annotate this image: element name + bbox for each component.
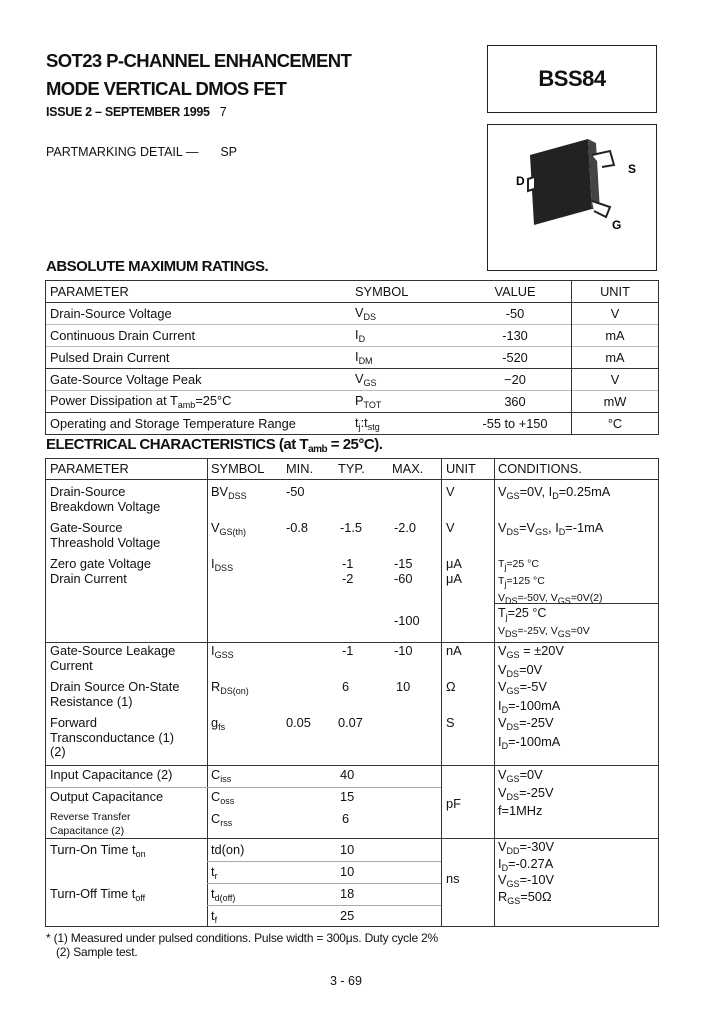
partmarking-value: SP xyxy=(220,145,238,159)
max-igss: -10 xyxy=(394,643,413,658)
sym-igss: $I_{GSS}$ xyxy=(211,643,234,660)
param-ciss: Input Capacitance (2) xyxy=(50,767,173,782)
ec-header-parameter: PARAMETER xyxy=(50,461,129,476)
amr-header-symbol: SYMBOL xyxy=(351,281,459,303)
param-ton: Turn-On Time $t_{on}$ xyxy=(50,842,146,859)
amr-header-row xyxy=(46,281,659,303)
typ-gfs: 0.07 xyxy=(338,715,363,730)
ec-header-typ: TYP. xyxy=(338,461,365,476)
amr-param: Operating and Storage Temperature Range xyxy=(46,413,352,435)
issue-date: ISSUE 2 – SEPTEMBER 1995 xyxy=(46,105,210,119)
cond-igss: $V_{GS} = \pm 20V$ $V_{DS}=0V$ xyxy=(498,643,564,679)
amr-value: -50 xyxy=(459,303,572,325)
min-vgsth: -0.8 xyxy=(286,520,309,535)
table-row xyxy=(46,369,659,391)
unit-igss: nA xyxy=(446,643,462,658)
page-number: 3 - 69 xyxy=(330,974,362,988)
sym-coss: $C_{oss}$ xyxy=(211,789,235,806)
amr-value: −20 xyxy=(459,369,572,391)
sym-tdoff: $t_{d(off)}$ xyxy=(211,886,236,903)
max-idss: -15 -60 xyxy=(394,556,413,586)
param-vgsth: Gate-Source Threashold Voltage xyxy=(50,520,161,550)
typ-tdoff: 18 xyxy=(340,886,355,901)
amr-param: Power Dissipation at $T_{amb}=25^\circ C$ xyxy=(46,391,352,413)
part-number-box xyxy=(487,45,657,113)
footnote-line-2: (2) Sample test. xyxy=(56,945,138,959)
partmarking-detail xyxy=(46,145,237,159)
typ-tr: 10 xyxy=(340,864,355,879)
row-divider xyxy=(46,787,441,788)
min-bvdss: -50 xyxy=(286,484,305,499)
typ-vgsth: -1.5 xyxy=(340,520,363,535)
sym-vgsth: $V_{GS(th)}$ xyxy=(211,520,247,537)
table-row xyxy=(46,347,659,369)
footnote-line-1: * (1) Measured under pulsed conditions. Pulse width = 300μs. Duty cycle 2% xyxy=(46,931,438,945)
param-coss: Output Capacitance xyxy=(50,789,164,804)
issue-line xyxy=(46,105,226,119)
cond-sw: $V_{DD}=-30V$ $I_D=-0.27A$ $V_{GS}=-10V$ $R_{GS}=50\Omega$ xyxy=(498,839,555,906)
unit-bvdss: V xyxy=(446,484,455,499)
typ-tdon: 10 xyxy=(340,842,355,857)
amr-header-unit: UNIT xyxy=(572,281,659,303)
pin-s-label: S xyxy=(628,162,637,176)
row-divider xyxy=(46,838,658,839)
unit-gfs: S xyxy=(446,715,455,730)
max-vgsth: -2.0 xyxy=(394,520,417,535)
unit-sw: ns xyxy=(446,871,460,886)
param-crss: Reverse Transfer Capacitance (2) xyxy=(50,811,131,837)
amr-value: 360 xyxy=(459,391,572,413)
ec-header-max: MAX. xyxy=(392,461,424,476)
unit-rds: Ω xyxy=(446,679,456,694)
min-gfs: 0.05 xyxy=(286,715,311,730)
amr-param: Gate-Source Voltage Peak xyxy=(46,369,352,391)
sym-idss: $I_{DSS}$ xyxy=(211,556,234,573)
sym-gfs: $g_{fs}$ xyxy=(211,715,226,732)
typ-rds: 6 xyxy=(342,679,350,694)
amr-value: -130 xyxy=(459,325,572,347)
issue-page: 7 xyxy=(219,105,227,119)
cond-cap: $V_{GS}=0V$ $V_{DS}=-25V$ f=1MHz xyxy=(498,767,554,818)
typ-idss: -1 -2 xyxy=(342,556,354,586)
max-idss-2: -100 xyxy=(394,613,420,628)
typ-igss: -1 xyxy=(342,643,354,658)
amr-symbol: $P_{TOT}$ xyxy=(351,391,459,413)
table-row xyxy=(46,325,659,347)
amr-header-parameter: PARAMETER xyxy=(46,281,352,303)
cond-vgsth: $V_{DS}=V_{GS}$, $I_D=-1mA$ xyxy=(498,520,604,537)
sym-tr: $t_r$ xyxy=(211,864,218,881)
amr-title: ABSOLUTE MAXIMUM RATINGS. xyxy=(46,258,269,275)
table-row xyxy=(46,391,659,413)
cond-idss-2: $T_j=25$ °C $V_{DS}=-25V$, $V_{GS}=0V$ xyxy=(498,606,590,639)
amr-symbol: $V_{DS}$ xyxy=(351,303,459,325)
table-row xyxy=(46,413,659,435)
max-rds: 10 xyxy=(396,679,411,694)
param-idss: Zero gate Voltage Drain Current xyxy=(50,556,152,586)
param-gfs: Forward Transconductance (1) (2) xyxy=(50,715,175,759)
typ-crss: 6 xyxy=(342,811,350,826)
row-divider xyxy=(207,905,441,906)
package-diagram xyxy=(487,124,657,271)
partmarking-label: PARTMARKING DETAIL — xyxy=(46,145,199,159)
footnote xyxy=(46,931,438,959)
amr-symbol: $I_D$ xyxy=(351,325,459,347)
row-divider xyxy=(46,765,658,766)
pin-g-label: G xyxy=(612,218,622,232)
amr-symbol: $I_{DM}$ xyxy=(351,347,459,369)
sym-tdon: td(on) xyxy=(211,842,245,857)
cond-gfs: $V_{DS}=-25V$ $I_D=-100mA$ xyxy=(498,715,561,751)
sym-rds: $R_{DS(on)}$ xyxy=(211,679,249,696)
amr-value: -520 xyxy=(459,347,572,369)
amr-unit: V xyxy=(572,369,659,391)
amr-header-value: VALUE xyxy=(459,281,572,303)
unit-idss: μA μA xyxy=(446,556,462,586)
col-divider xyxy=(441,459,442,926)
param-toff: Turn-Off Time $t_{off}$ xyxy=(50,886,146,903)
ec-header-unit: UNIT xyxy=(446,461,476,476)
pin-d-label: D xyxy=(516,174,525,188)
param-igss: Gate-Source Leakage Current xyxy=(50,643,176,673)
amr-unit: V xyxy=(572,303,659,325)
table-row xyxy=(46,303,659,325)
sym-tf: $t_f$ xyxy=(211,908,218,925)
title-line-2: MODE VERTICAL DMOS FET xyxy=(46,78,287,99)
amr-unit: mW xyxy=(572,391,659,413)
param-rds: Drain Source On-State Resistance (1) xyxy=(50,679,180,709)
cond-rds: $V_{GS}=-5V$ $I_D=-100mA$ xyxy=(498,679,561,715)
amr-table xyxy=(45,280,659,435)
amr-param: Pulsed Drain Current xyxy=(46,347,352,369)
sym-crss: $C_{rss}$ xyxy=(211,811,233,828)
row-divider xyxy=(207,883,441,884)
part-number: BSS84 xyxy=(538,66,606,91)
cond-idss: $T_j=25$ °C $T_j=125$ °C $V_{DS}=-50V$, $V_{GS}=0V(2)$ xyxy=(498,558,603,606)
typ-tf: 25 xyxy=(340,908,355,923)
amr-value: -55 to +150 xyxy=(459,413,572,435)
row-divider xyxy=(207,861,441,862)
sot23-package-icon xyxy=(488,125,656,270)
amr-symbol: $V_{GS}$ xyxy=(351,369,459,391)
unit-cap: pF xyxy=(446,796,461,811)
row-divider xyxy=(46,479,658,480)
amr-symbol: $t_j:t_{stg}$ xyxy=(351,413,459,435)
unit-vgsth: V xyxy=(446,520,455,535)
amr-unit: °C xyxy=(572,413,659,435)
title-line-1: SOT23 P-CHANNEL ENHANCEMENT xyxy=(46,50,352,71)
ec-title: ELECTRICAL CHARACTERISTICS (at $T_{amb} = 25^\circ C$). xyxy=(46,436,383,455)
cond-bvdss: $V_{GS}=0V$, $I_D=0.25mA$ xyxy=(498,484,611,501)
col-divider xyxy=(494,459,495,926)
sym-ciss: $C_{iss}$ xyxy=(211,767,232,784)
typ-coss: 15 xyxy=(340,789,355,804)
sym-bvdss: $BV_{DSS}$ xyxy=(211,484,247,501)
amr-param: Continuous Drain Current xyxy=(46,325,352,347)
amr-unit: mA xyxy=(572,347,659,369)
ec-header-min: MIN. xyxy=(286,461,314,476)
ec-header-conditions: CONDITIONS. xyxy=(498,461,582,476)
typ-ciss: 40 xyxy=(340,767,355,782)
param-bvdss: Drain-Source Breakdown Voltage xyxy=(50,484,161,514)
amr-param: Drain-Source Voltage xyxy=(46,303,352,325)
document-title xyxy=(46,47,351,103)
ec-table xyxy=(45,458,659,927)
ec-header-symbol: SYMBOL xyxy=(211,461,265,476)
amr-unit: mA xyxy=(572,325,659,347)
col-divider xyxy=(207,459,208,926)
